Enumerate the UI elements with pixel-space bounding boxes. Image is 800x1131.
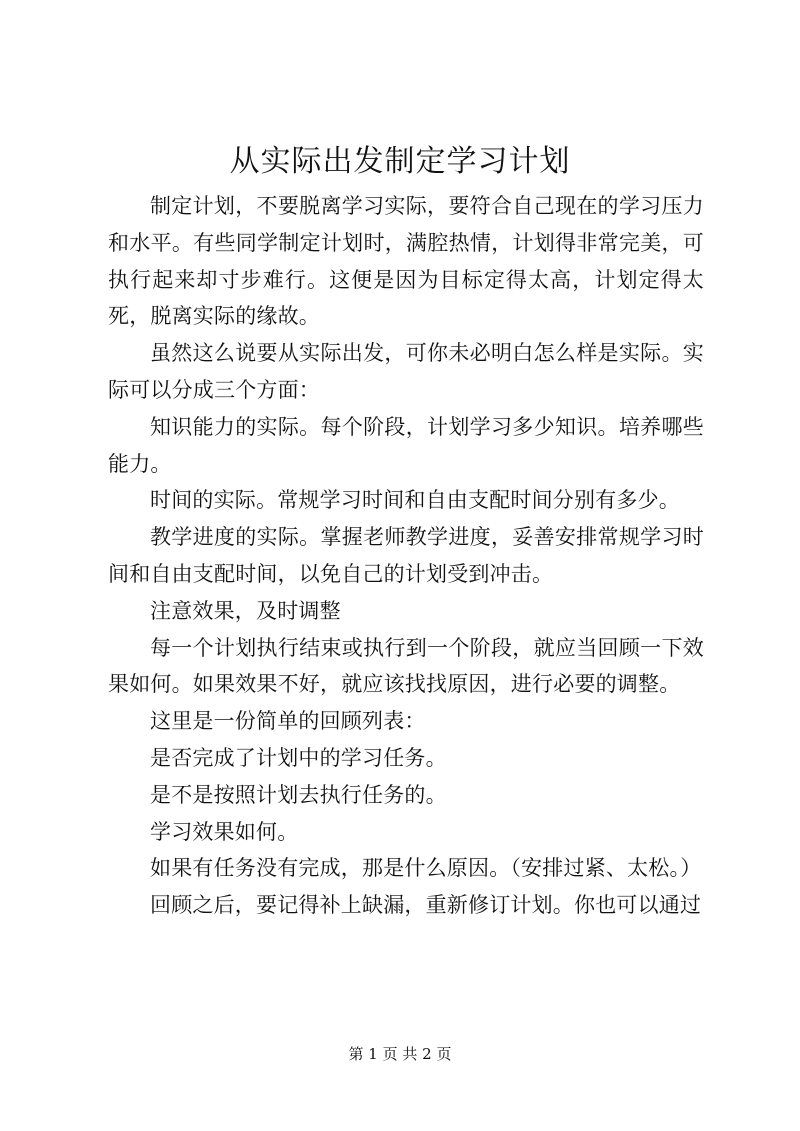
paragraph: 每一个计划执行结束或执行到一个阶段，就应当回顾一下效果如何。如果效果不好，就应该找找原因，进行必要的调整。 xyxy=(108,635,704,697)
paragraph: 回顾之后，要记得补上缺漏，重新修订计划。你也可以通过 xyxy=(150,893,702,918)
paragraph: 这里是一份简单的回顾列表： xyxy=(150,709,426,734)
checklist-item: 学习效果如何。 xyxy=(150,819,299,844)
paragraph: 虽然这么说要从实际出发，可你未必明白怎么样是实际。实际可以分成三个方面： xyxy=(108,341,704,402)
paragraph: 知识能力的实际。每个阶段，计划学习多少知识。培养哪些能力。 xyxy=(108,414,704,476)
document-body xyxy=(108,188,704,924)
checklist-item: 是不是按照计划去执行任务的。 xyxy=(150,782,447,807)
paragraph: 时间的实际。常规学习时间和自由支配时间分别有多少。 xyxy=(150,488,680,513)
checklist-item: 如果有任务没有完成，那是什么原因。（安排过紧、太松。） xyxy=(150,856,702,881)
paragraph: 制定计划，不要脱离学习实际，要符合自己现在的学习压力和水平。有些同学制定计划时，满腔热情，计划得非常完美，可执行起来却寸步难行。这便是因为目标定得太高，计划定得太死，脱离实际的缘故。 xyxy=(108,194,704,329)
document-title: 从实际出发制定学习计划 xyxy=(229,144,571,179)
page-footer: 第 1 页 共 2 页 xyxy=(348,1045,452,1063)
checklist-item: 是否完成了计划中的学习任务。 xyxy=(150,745,447,770)
section-heading: 注意效果，及时调整 xyxy=(150,598,341,623)
paragraph: 教学进度的实际。掌握老师教学进度，妥善安排常规学习时间和自由支配时间，以免自己的计划受到冲击。 xyxy=(108,525,704,586)
